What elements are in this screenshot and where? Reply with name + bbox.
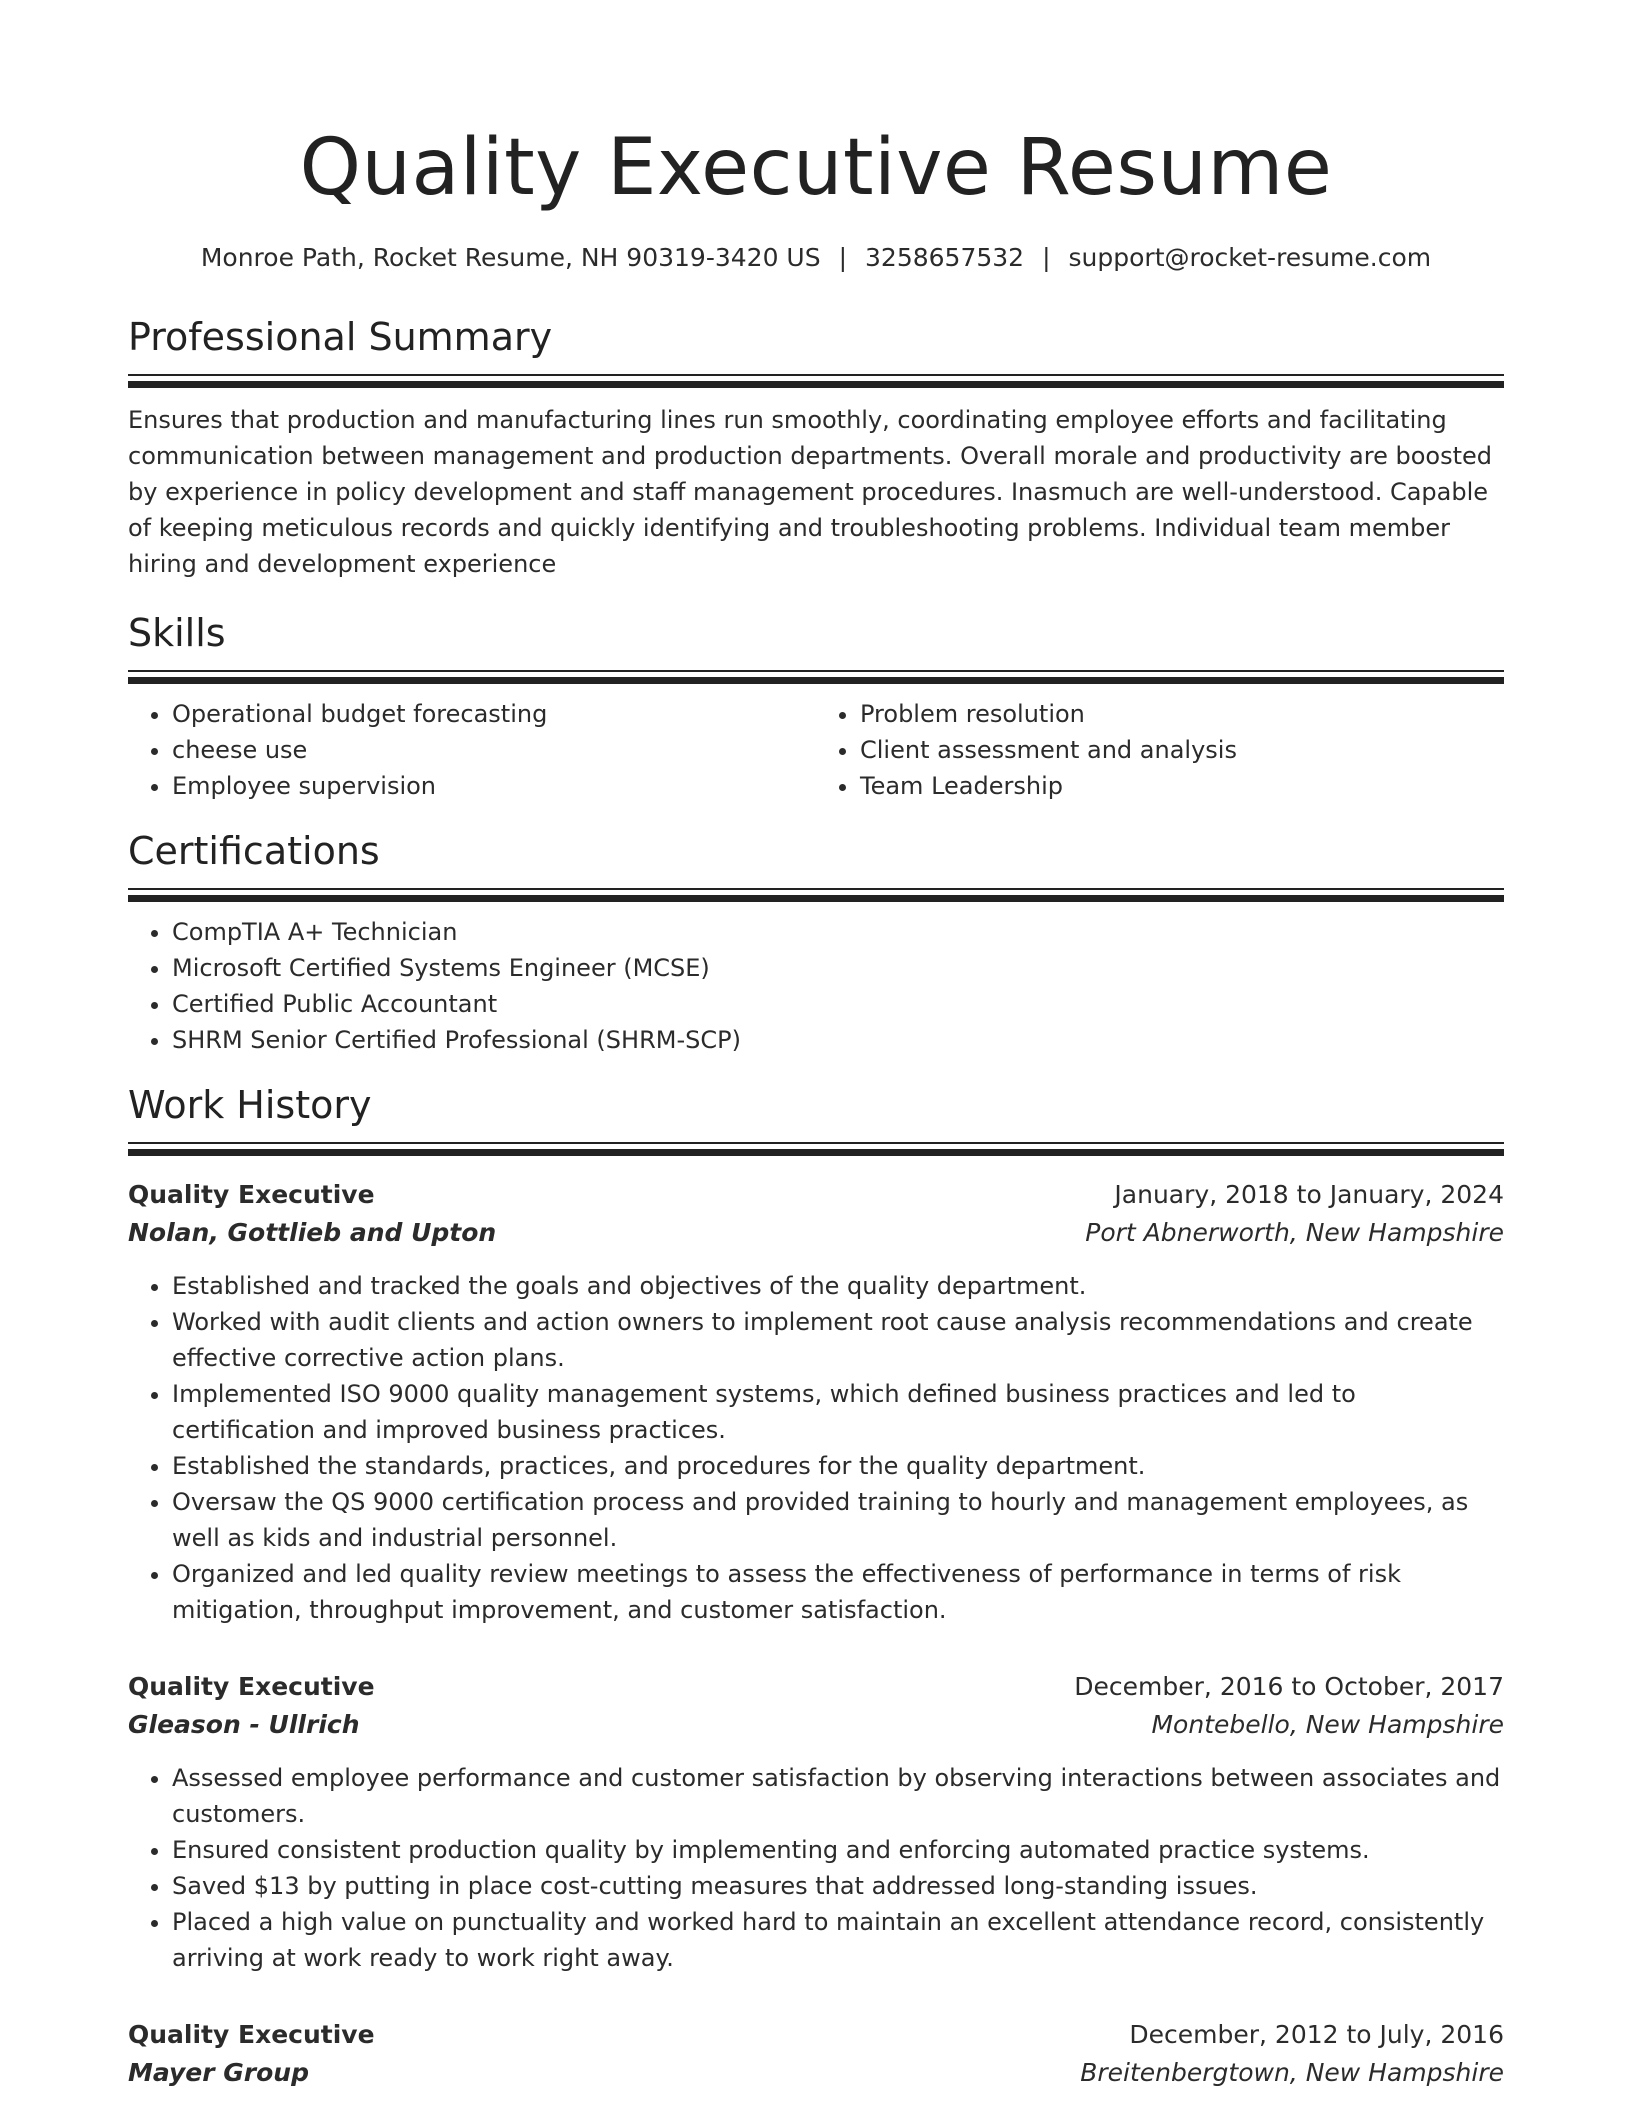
skill-item: • Problem resolution bbox=[860, 696, 1504, 732]
certification-item: • SHRM Senior Certified Professional (SHRM-SCP) bbox=[172, 1022, 1504, 1058]
job-company-row bbox=[128, 1214, 1504, 1252]
certifications-section bbox=[128, 826, 1504, 1058]
job-bullet: • Established the standards, practices, and procedures for the quality department. bbox=[172, 1448, 1504, 1484]
job-bullet: • Organized and led quality review meetings to assess the effectiveness of performance in terms of risk mitigation, throughput improvement, and customer satisfaction. bbox=[172, 1556, 1504, 1628]
job-header-row bbox=[128, 1176, 1504, 1214]
work-history-heading: Work History bbox=[128, 1083, 372, 1127]
summary-heading: Professional Summary bbox=[128, 315, 553, 359]
job-title: Quality Executive bbox=[128, 2020, 375, 2049]
job-entry bbox=[128, 2016, 1504, 2092]
job-company-row bbox=[128, 1706, 1504, 1744]
skill-item: • Team Leadership bbox=[860, 768, 1504, 804]
job-entry bbox=[128, 1176, 1504, 1628]
job-location: Montebello, New Hampshire bbox=[1151, 1710, 1504, 1739]
certification-item: • CompTIA A+ Technician bbox=[172, 914, 1504, 950]
job-header-row bbox=[128, 2016, 1504, 2054]
job-company: Nolan, Gottlieb and Upton bbox=[128, 1218, 497, 1247]
skill-item: • Client assessment and analysis bbox=[860, 732, 1504, 768]
job-header-row bbox=[128, 1668, 1504, 1706]
job-dates: January, 2018 to January, 2024 bbox=[1114, 1180, 1504, 1209]
skills-section bbox=[128, 608, 1504, 804]
skill-item: • cheese use bbox=[172, 732, 816, 768]
section-divider bbox=[128, 374, 1504, 388]
section-divider bbox=[128, 670, 1504, 684]
contact-separator: | bbox=[838, 243, 848, 272]
job-bullet: • Saved $13 by putting in place cost-cutting measures that addressed long-standing issues. bbox=[172, 1868, 1504, 1904]
summary-text: Ensures that production and manufacturing lines run smoothly, coordinating employee efforts and facilitating communication between management and production departments. Overall morale and productivity are boosted by experience in policy development and staff management procedures. Inasmuch are well-understood. Capable of keeping meticulous records and quickly identifying and troubleshooting problems. Individual team member hiring and development experience bbox=[128, 406, 1492, 578]
resume-title: Quality Executive Resume bbox=[299, 123, 1333, 213]
job-company-row bbox=[128, 2054, 1504, 2092]
skill-item: • Employee supervision bbox=[172, 768, 816, 804]
job-bullets bbox=[128, 1268, 1504, 1628]
job-location: Breitenbergtown, New Hampshire bbox=[1080, 2058, 1504, 2087]
job-bullet: • Ensured consistent production quality by implementing and enforcing automated practice systems. bbox=[172, 1832, 1504, 1868]
certifications-heading: Certifications bbox=[128, 829, 380, 873]
certifications-list bbox=[128, 914, 1504, 1058]
job-bullets bbox=[128, 1760, 1504, 1976]
skill-item: • Operational budget forecasting bbox=[172, 696, 816, 732]
skills-heading: Skills bbox=[128, 611, 226, 655]
job-bullet: • Worked with audit clients and action owners to implement root cause analysis recommendations and create effective corrective action plans. bbox=[172, 1304, 1504, 1376]
job-bullet: • Placed a high value on punctuality and worked hard to maintain an excellent attendance record, consistently arriving at work ready to work right away. bbox=[172, 1904, 1504, 1976]
section-divider bbox=[128, 1142, 1504, 1156]
contact-phone: 3258657532 bbox=[865, 243, 1025, 272]
job-bullet: • Assessed employee performance and customer satisfaction by observing interactions between associates and customers. bbox=[172, 1760, 1504, 1832]
skills-grid bbox=[128, 696, 1504, 804]
job-bullet: • Implemented ISO 9000 quality management systems, which defined business practices and led to certification and improved business practices. bbox=[172, 1376, 1504, 1448]
job-title: Quality Executive bbox=[128, 1672, 375, 1701]
job-title: Quality Executive bbox=[128, 1180, 375, 1209]
skills-list-left bbox=[128, 696, 816, 804]
contact-line bbox=[128, 240, 1504, 276]
job-company: Mayer Group bbox=[128, 2058, 309, 2087]
job-bullet: • Oversaw the QS 9000 certification process and provided training to hourly and management employees, as well as kids and industrial personnel. bbox=[172, 1484, 1504, 1556]
section-divider bbox=[128, 888, 1504, 902]
job-company: Gleason - Ullrich bbox=[128, 1710, 360, 1739]
certification-item: • Certified Public Accountant bbox=[172, 986, 1504, 1022]
work-history-section bbox=[128, 1080, 1504, 2092]
job-dates: December, 2012 to July, 2016 bbox=[1129, 2020, 1504, 2049]
job-entry bbox=[128, 1668, 1504, 1976]
certification-item: • Microsoft Certified Systems Engineer (MCSE) bbox=[172, 950, 1504, 986]
contact-address: Monroe Path, Rocket Resume, NH 90319-3420 US bbox=[200, 243, 821, 272]
contact-email: support@rocket-resume.com bbox=[1068, 243, 1432, 272]
skills-list-right bbox=[816, 696, 1504, 804]
job-dates: December, 2016 to October, 2017 bbox=[1074, 1672, 1504, 1701]
job-location: Port Abnerworth, New Hampshire bbox=[1085, 1218, 1504, 1247]
contact-separator: | bbox=[1042, 243, 1051, 272]
job-bullet: • Established and tracked the goals and objectives of the quality department. bbox=[172, 1268, 1504, 1304]
summary-section bbox=[128, 312, 1504, 582]
